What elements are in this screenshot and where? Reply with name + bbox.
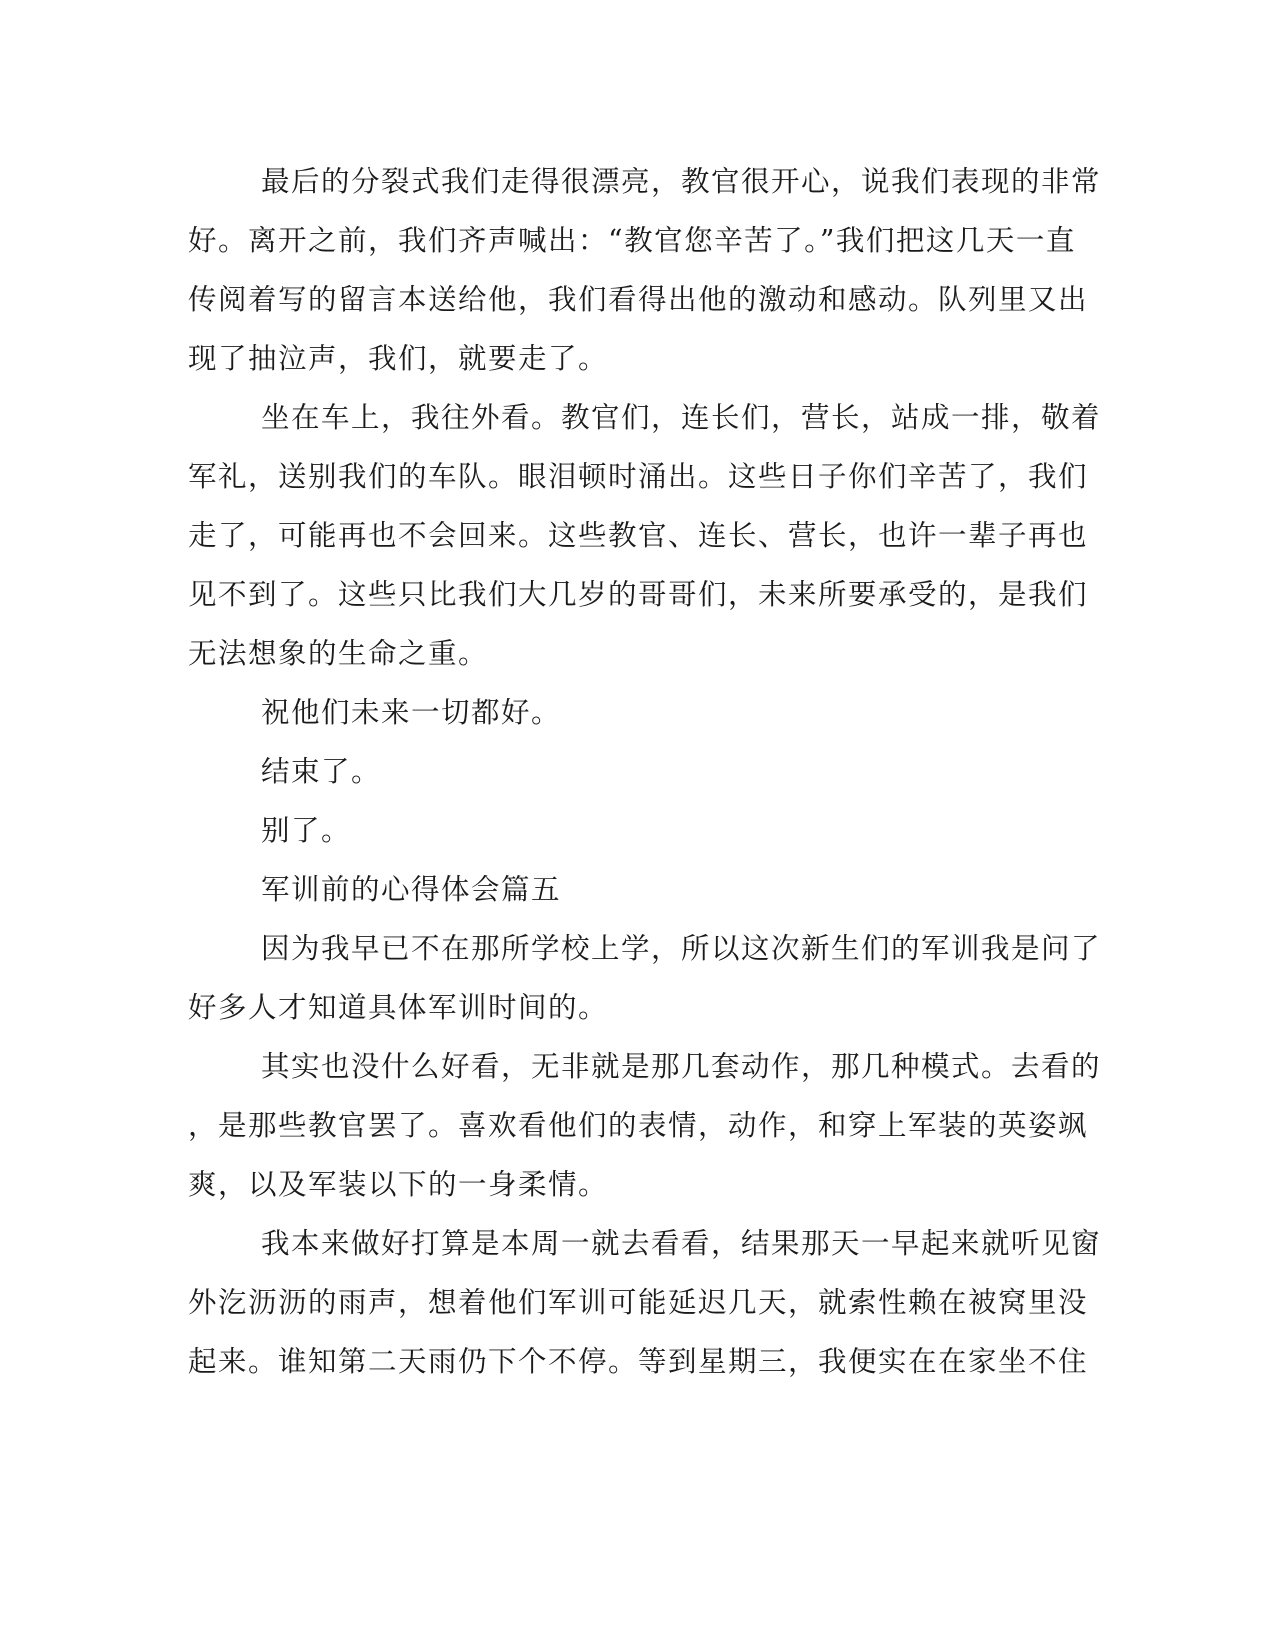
paragraph-1-line-1: 最后的分裂式我们走得很漂亮，教官很开心，说我们表现的非常 [261, 165, 1102, 198]
paragraph-6-line-2: 好多人才知道具体军训时间的。 [188, 991, 609, 1024]
paragraph-7-line-2: ，是那些教官罢了。喜欢看他们的表情，动作，和穿上军装的英姿飒 [188, 1109, 1089, 1142]
paragraph-8-line-3: 起来。谁知第二天雨仍下个不停。等到星期三，我便实在在家坐不住 [188, 1345, 1089, 1378]
section-heading: 军训前的心得体会篇五 [261, 873, 562, 906]
paragraph-4-line-1: 结束了。 [261, 755, 382, 788]
paragraph-8-line-2: 外汔沥沥的雨声，想着他们军训可能延迟几天，就索性赖在被窝里没 [188, 1286, 1089, 1319]
paragraph-5-line-1: 别了。 [261, 814, 352, 847]
paragraph-8-line-1: 我本来做好打算是本周一就去看看，结果那天一早起来就听见窗 [261, 1227, 1102, 1260]
paragraph-6-line-1: 因为我早已不在那所学校上学，所以这次新生们的军训我是问了 [261, 932, 1102, 965]
paragraph-2-line-4: 见不到了。这些只比我们大几岁的哥哥们，未来所要承受的，是我们 [188, 578, 1089, 611]
paragraph-3-line-1: 祝他们未来一切都好。 [261, 696, 562, 729]
paragraph-1-line-2: 好。离开之前，我们齐声喊出：“教官您辛苦了。”我们把这几天一直 [188, 224, 1076, 257]
paragraph-2-line-2: 军礼，送别我们的车队。眼泪顿时涌出。这些日子你们辛苦了，我们 [188, 460, 1089, 493]
paragraph-2-line-1: 坐在车上，我往外看。教官们，连长们，营长，站成一排，敬着 [261, 401, 1102, 434]
paragraph-7-line-1: 其实也没什么好看，无非就是那几套动作，那几种模式。去看的 [261, 1050, 1102, 1083]
paragraph-2-line-3: 走了，可能再也不会回来。这些教官、连长、营长，也许一辈子再也 [188, 519, 1089, 552]
paragraph-2-line-5: 无法想象的生命之重。 [188, 637, 489, 670]
paragraph-7-line-3: 爽，以及军装以下的一身柔情。 [188, 1168, 609, 1201]
paragraph-1-line-3: 传阅着写的留言本送给他，我们看得出他的激动和感动。队列里又出 [188, 283, 1089, 316]
paragraph-1-line-4: 现了抽泣声，我们，就要走了。 [188, 342, 609, 375]
